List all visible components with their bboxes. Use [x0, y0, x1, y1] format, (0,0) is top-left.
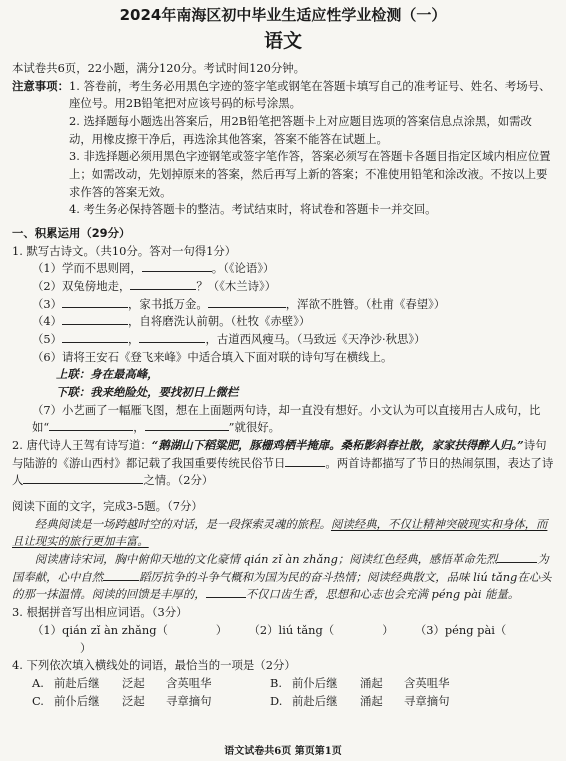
reading-paragraph-1 — [12, 516, 554, 551]
answer-blank[interactable] — [23, 472, 143, 484]
option-letter[interactable]: B. — [270, 675, 282, 690]
notice-item-1: 1. 答卷前，考生务必用黑色字迹的签字笔或钢笔在答题卡填写自己的准考证号、姓名、考场号、座位号。用2B铅笔把对应该号码的标号涂黑。 — [68, 78, 551, 111]
q1-line-5 — [12, 331, 554, 349]
option-word: 涌起 — [360, 675, 383, 690]
option-word: 含英咀华 — [166, 675, 212, 690]
q3-item-1: （1）qián zǐ àn zhǎng（ — [32, 622, 168, 637]
answer-blank[interactable] — [49, 419, 133, 431]
answer-blank[interactable] — [145, 419, 229, 431]
q1-5-comma: ， — [128, 332, 140, 347]
answer-blank[interactable] — [62, 296, 128, 308]
reading-p1-underlined: 阅读经典，不仅让精神突破现实和身体，而且让现实的旅行更加丰富。 — [12, 516, 548, 549]
q1-4-num: （4） — [32, 314, 63, 329]
q1-3-source: ，浑欲不胜簪。（杜甫《春望》） — [285, 296, 446, 311]
option-word: 涌起 — [360, 693, 383, 708]
question-4-head: 4. 下列依次填入横线处的词语，最恰当的一项是（2分） — [12, 658, 296, 673]
q2-intro: 2. 唐代诗人王驾有诗写道： — [12, 438, 152, 453]
q1-5-num: （5） — [32, 332, 63, 347]
answer-blank[interactable] — [103, 569, 139, 581]
q2-text-4: 之情。（2分） — [143, 473, 214, 488]
q1-1-text: （1）学而不思则罔， — [32, 261, 142, 276]
option-word: 寻章摘句 — [404, 693, 450, 708]
q1-7-comma: ， — [133, 420, 145, 435]
question-2 — [12, 437, 554, 490]
q3-item-1-close: ） — [215, 622, 228, 637]
question-1 — [12, 243, 554, 437]
question-4 — [12, 657, 554, 710]
q1-line-4 — [12, 313, 554, 331]
notice-item-3: 3. 非选择题必须用黑色字迹钢笔或签字笔作答，答案必须写在答题卡各题目指定区域内相应位置上；如需改动，先划掉原来的答案，然后再写上新的答案；不准使用铅笔和涂改液。不按以上要求作答的答案无效。 — [68, 149, 551, 199]
notice-item-2: 2. 选择题每小题选出答案后，用2B铅笔把答题卡上对应题目选项的答案信息点涂黑，如需改动，用橡皮擦干净后，再选涂其他答案，答案不能答在试题上。 — [68, 114, 532, 146]
q3-item-2-close: ） — [382, 622, 394, 637]
q1-line-7 — [12, 402, 554, 437]
reading-paragraph-2 — [12, 551, 554, 604]
reading-passage — [12, 516, 554, 604]
answer-blank[interactable] — [206, 586, 246, 598]
q1-2-text: （2）双兔傍地走， — [32, 279, 131, 294]
option-word: 寻章摘句 — [166, 693, 212, 708]
option-word: 前仆后继 — [292, 675, 338, 690]
option-word: 前赴后继 — [292, 693, 338, 708]
q2-text-3: 。两首诗都描写了节日的热闹氛围，表达了诗人 — [12, 455, 554, 488]
reading-p1-sentence-1: 经典阅读是一场跨越时空的对话，是一段探索灵魂的旅程。 — [34, 516, 331, 531]
q1-7-end: ”就很好。 — [228, 420, 281, 435]
q1-line-1 — [12, 260, 554, 278]
q3-item-3-close: ） — [80, 640, 92, 655]
answer-blank[interactable] — [208, 296, 286, 308]
notice-label: 注意事项： — [12, 78, 69, 93]
q1-line-6: （6）请将王安石《登飞来峰》中适合填入下面对联的诗句写在横线上。 — [32, 349, 393, 364]
q1-3-num: （3） — [32, 296, 63, 311]
q4-options-row-1 — [12, 675, 554, 693]
reading-p2-part-1: 阅读唐诗宋词，胸中俯仰天地的文化豪情 qián zǐ àn zhǎng；阅读红色经典，感悟革命先烈 — [34, 552, 498, 567]
option-word: 前赴后继 — [54, 675, 100, 690]
q3-item-2: （2）liú tǎng（ — [248, 622, 335, 637]
answer-blank[interactable] — [139, 331, 205, 343]
option-letter[interactable]: D. — [270, 693, 283, 708]
reading-heading: 阅读下面的文字，完成3-5题。（7分） — [12, 499, 203, 514]
q1-2-source: ？（《木兰诗》） — [196, 279, 277, 294]
answer-blank[interactable] — [285, 455, 325, 467]
answer-blank[interactable] — [497, 551, 537, 563]
q1-1-source: 。（《论语》） — [211, 261, 275, 276]
q3-item-3: （3）péng pài（ — [414, 622, 507, 637]
q2-poem-quote: “鹅湖山下稻粱肥，豚栅鸡栖半掩扉。桑柘影斜春社散，家家扶得醉人归。” — [151, 438, 524, 453]
answer-blank[interactable] — [62, 313, 128, 325]
section-heading-1: 一、积累运用（29分） — [12, 226, 131, 241]
couplet-lower: 下联：我来绝险处，要找初日上微栏 — [56, 385, 239, 400]
q3-answers — [12, 622, 554, 657]
question-3 — [12, 604, 554, 657]
answer-blank[interactable] — [142, 260, 212, 272]
question-3-head: 3. 根据拼音写出相应词语。（3分） — [12, 605, 188, 620]
answer-blank[interactable] — [62, 331, 128, 343]
q1-line-3 — [12, 296, 554, 314]
option-letter[interactable]: C. — [32, 693, 44, 708]
q4-options-row-2 — [12, 693, 554, 711]
option-word: 泛起 — [122, 693, 145, 708]
notice-list — [69, 78, 554, 219]
answer-blank[interactable] — [130, 278, 196, 290]
option-word: 前仆后继 — [54, 693, 100, 708]
couplet-upper: 上联：身在最高峰， — [56, 367, 159, 382]
option-letter[interactable]: A. — [32, 675, 44, 690]
subject-title: 语文 — [263, 30, 302, 52]
q1-7-text: （7）小艺画了一幅雁飞图，想在上面题两句诗，却一直没有想好。小文认为可以直接用古人成句，比如“ — [32, 402, 541, 435]
q1-4-source: ，自将磨洗认前朝。（杜牧《赤壁》） — [128, 314, 311, 329]
option-word: 含英咀华 — [404, 675, 450, 690]
notice-item-4: 4. 考生务必保持答题卡的整洁。考试结束时，将试卷和答题卡一并交回。 — [68, 202, 437, 217]
q1-5-source: ，古道西风瘦马。（马致远《天净沙·秋思》） — [205, 332, 426, 347]
option-word: 泛起 — [122, 675, 145, 690]
exam-intro: 本试卷共6页，22小题，满分120分。考试时间120分钟。 — [12, 61, 306, 75]
notice-block — [12, 78, 554, 219]
exam-title: 2024年南海区初中毕业生适应性学业检测（一） — [119, 6, 447, 24]
question-2-text — [12, 437, 554, 490]
q1-line-2 — [12, 278, 554, 296]
q1-3-text: ，家书抵万金。 — [128, 296, 208, 311]
reading-p2-part-2: 为国奉献，心中自然 — [12, 552, 549, 584]
q2-text-2: 诗句与陆游的《游山西村》都记载了我国重要传统民俗节日 — [12, 438, 547, 470]
page-footer: 语文试卷共6页 第页第1页 — [224, 745, 342, 757]
reading-p2-part-3: 蹈厉抗争的斗争气概和为国为民的奋斗热情；阅读经典散文，品味 liú tǎng在心头的那一抹温情。阅读的回馈是丰厚的， — [12, 569, 552, 602]
reading-p2-part-4: 不仅口齿生香，思想和心志也会充满 péng pài 能量。 — [245, 587, 520, 602]
question-1-head: 1. 默写古诗文。（共10分。答对一句得1分） — [12, 243, 237, 258]
